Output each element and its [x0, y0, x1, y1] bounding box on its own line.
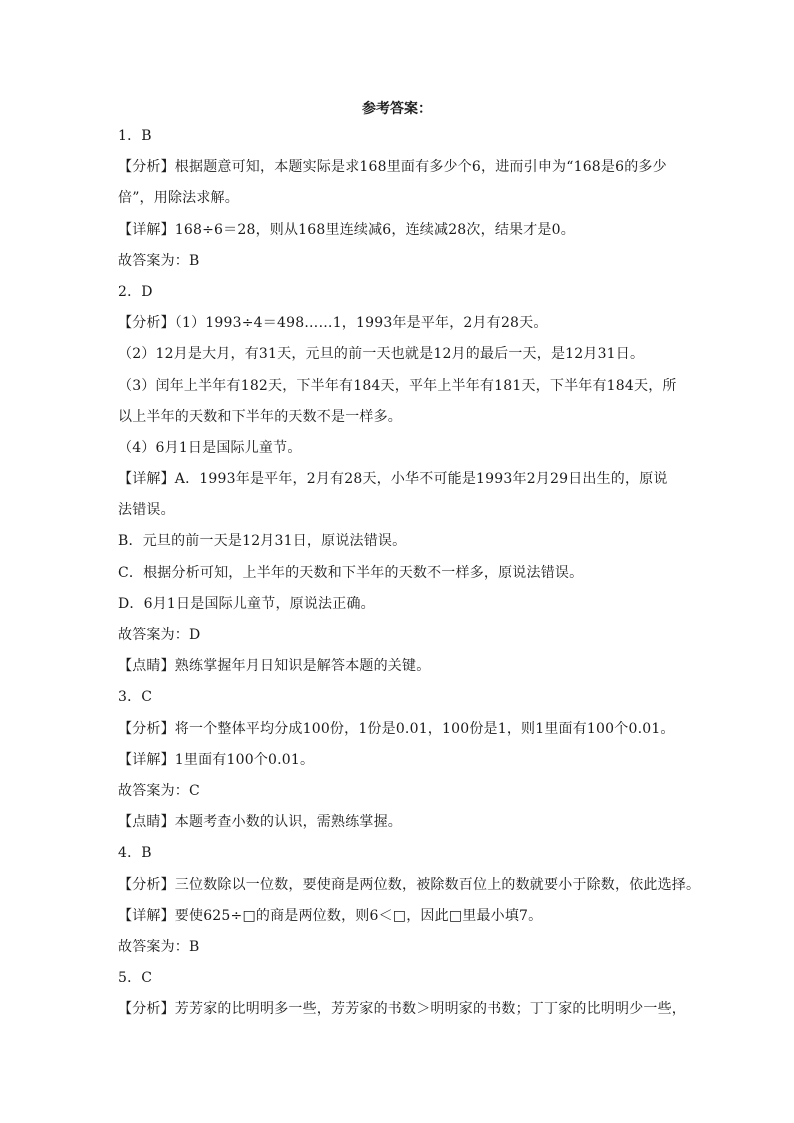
answer-line: 故答案为：D — [118, 627, 201, 643]
answer-line: B．元旦的前一天是12月31日，原说法错误。 — [118, 533, 407, 550]
page-title: 参考答案： — [362, 101, 432, 117]
answer-line: 【分析】三位数除以一位数，要使商是两位数，被除数百位上的数就要小于除数，依此选择。 — [118, 876, 701, 893]
answer-line: （2）12月是大月，有31天，元旦的前一天也就是12月的最后一天，是12月31日。 — [118, 346, 645, 363]
answer-line: 【点睛】本题考查小数的认识，需熟练掌握。 — [118, 814, 402, 831]
answer-lines — [118, 121, 701, 1025]
answer-line: 【分析】根据题意可知，本题实际是求168里面有多少个6，进而引申为“168是6的多少 — [118, 159, 667, 176]
answer-line: 故答案为：C — [118, 782, 200, 799]
answer-line: （3）闰年上半年有182天，下半年有184天，平年上半年有181天，下半年有184天，所 — [118, 377, 677, 394]
answer-line: 2．D — [118, 283, 153, 300]
answer-line: 【详解】168÷6＝28，则从168里连续减6，连续减28次，结果才是0。 — [118, 221, 575, 238]
answer-line: 1．B — [118, 128, 152, 144]
answer-line: 3．C — [118, 689, 153, 706]
answer-line: 【详解】要使625÷□的商是两位数，则6＜□，因此□里最小填7。 — [118, 907, 543, 924]
answer-line: C．根据分析可知，上半年的天数和下半年的天数不一样多，原说法错误。 — [118, 564, 584, 581]
answer-line: 4．B — [118, 845, 152, 862]
answer-line: 5．C — [118, 970, 153, 987]
answer-line: 故答案为：B — [118, 252, 200, 269]
answer-line: 【分析】芳芳家的比明明多一些，芳芳家的书数＞明明家的书数；丁丁家的比明明少一些， — [118, 1001, 686, 1018]
answer-line: D．6月1日是国际儿童节，原说法正确。 — [118, 595, 375, 612]
answer-line: 【分析】将一个整体平均分成100份，1份是0.01，100份是1，则1里面有100个0.01。 — [118, 720, 675, 737]
answer-line: 倍”，用除法求解。 — [118, 190, 239, 207]
answer-line: 【详解】A．1993年是平年，2月有28天，小华不可能是1993年2月29日出生的，原说 — [118, 471, 668, 488]
answer-line: 以上半年的天数和下半年的天数不是一样多。 — [118, 408, 402, 425]
answer-line: 【详解】1里面有100个0.01。 — [118, 751, 315, 768]
answer-line: 【分析】（1）1993÷4＝498……1，1993年是平年，2月有28天。 — [118, 315, 548, 332]
answer-line: 法错误。 — [118, 502, 175, 519]
answer-line: （4）6月1日是国际儿童节。 — [118, 439, 302, 456]
answer-line: 【点睛】熟练掌握年月日知识是解答本题的关键。 — [118, 658, 431, 675]
answer-line: 故答案为：B — [118, 938, 200, 955]
